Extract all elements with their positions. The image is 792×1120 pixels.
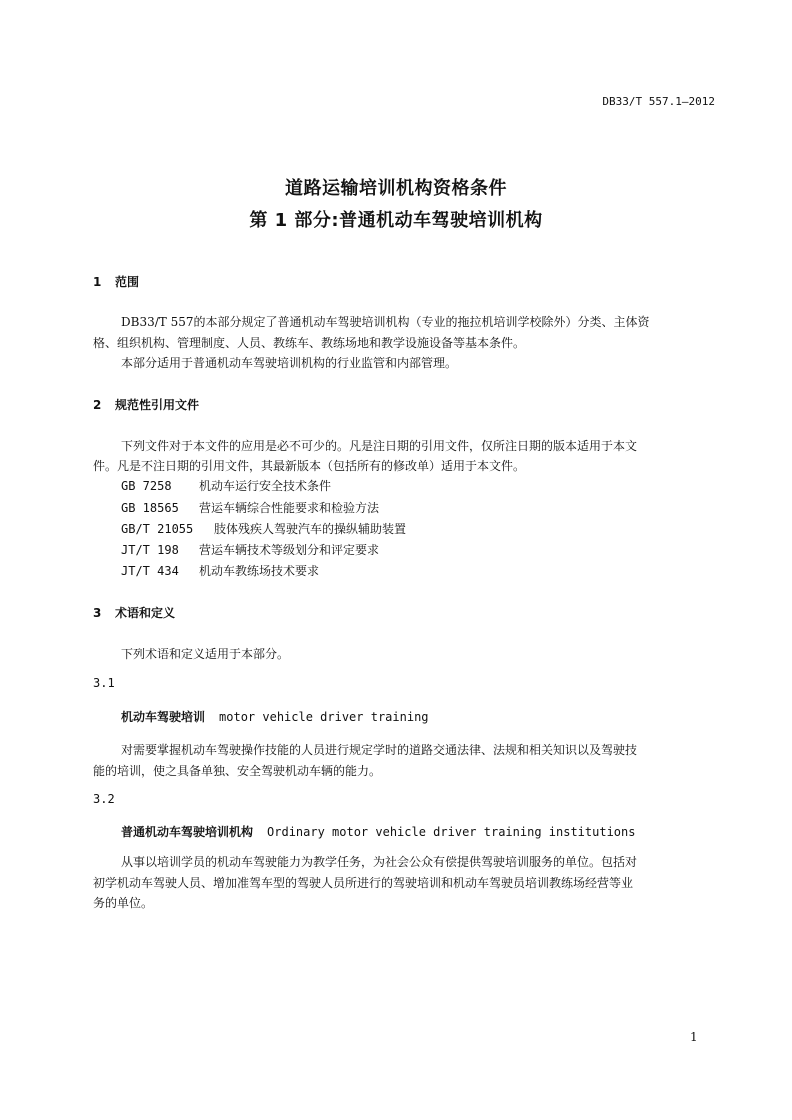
reference-item — [121, 520, 406, 537]
section-number: 2 — [93, 398, 102, 412]
section-number: 1 — [93, 275, 102, 289]
section-number: 3 — [93, 606, 102, 620]
section-title: 范围 — [115, 275, 140, 289]
page-number: 1 — [690, 1030, 698, 1044]
reference-name: 营运车辆综合性能要求和检验方法 — [199, 501, 380, 515]
term-number: 3.1 — [93, 676, 115, 690]
reference-item — [121, 499, 379, 516]
term-number: 3.2 — [93, 792, 115, 806]
paragraph-line: 本部分适用于普通机动车驾驶培训机构的行业监管和内部管理。 — [121, 356, 458, 370]
paragraph-line: DB33/T 557的本部分规定了普通机动车驾驶培训机构（专业的拖拉机培训学校除外）分类、主体资 — [121, 315, 650, 329]
section-heading-normative-references — [93, 396, 199, 413]
reference-item — [121, 562, 319, 579]
reference-code: GB/T 21055 — [121, 522, 194, 536]
paragraph-line: 格、组织机构、管理制度、人员、教练车、教练场地和教学设施设备等基本条件。 — [93, 336, 526, 350]
paragraph-line: 能的培训，使之具备单独、安全驾驶机动车辆的能力。 — [93, 764, 382, 778]
section-title: 术语和定义 — [115, 606, 176, 620]
reference-item — [121, 477, 331, 494]
paragraph-line: 下列术语和定义适用于本部分。 — [121, 647, 290, 661]
section-title: 规范性引用文件 — [115, 398, 200, 412]
term-entry — [121, 823, 635, 840]
paragraph-line: 件。凡是不注日期的引用文件，其最新版本（包括所有的修改单）适用于本文件。 — [93, 459, 526, 473]
paragraph-line: 务的单位。 — [93, 896, 154, 910]
reference-code: JT/T 198 — [121, 543, 179, 557]
reference-code: GB 7258 — [121, 479, 172, 493]
term-entry — [121, 708, 429, 725]
term-zh: 普通机动车驾驶培训机构 — [121, 825, 254, 839]
paragraph-line: 初学机动车驾驶人员、增加准驾车型的驾驶人员所进行的驾驶培训和机动车驾驶员培训教练场经营等业 — [93, 876, 634, 890]
reference-name: 肢体残疾人驾驶汽车的操纵辅助装置 — [214, 522, 407, 536]
section-heading-scope — [93, 273, 139, 290]
paragraph-line: 下列文件对于本文件的应用是必不可少的。凡是注日期的引用文件，仅所注日期的版本适用于本文 — [121, 439, 638, 453]
section-heading-terms-definitions — [93, 604, 175, 621]
document-id: DB33/T 557.1—2012 — [602, 95, 715, 108]
reference-name: 营运车辆技术等级划分和评定要求 — [199, 543, 380, 557]
term-en: motor vehicle driver training — [219, 710, 429, 724]
reference-code: JT/T 434 — [121, 564, 179, 578]
reference-code: GB 18565 — [121, 501, 179, 515]
paragraph-line: 对需要掌握机动车驾驶操作技能的人员进行规定学时的道路交通法律、法规和相关知识以及驾驶技 — [121, 743, 638, 757]
paragraph-line: 从事以培训学员的机动车驾驶能力为教学任务，为社会公众有偿提供驾驶培训服务的单位。包括对 — [121, 855, 638, 869]
term-zh: 机动车驾驶培训 — [121, 710, 206, 724]
document-title: 道路运输培训机构资格条件 — [285, 178, 507, 199]
reference-name: 机动车教练场技术要求 — [199, 564, 320, 578]
document-subtitle: 第 1 部分:普通机动车驾驶培训机构 — [249, 210, 543, 231]
term-en: Ordinary motor vehicle driver training institutions — [267, 825, 636, 839]
reference-name: 机动车运行安全技术条件 — [199, 479, 332, 493]
reference-item — [121, 541, 379, 558]
